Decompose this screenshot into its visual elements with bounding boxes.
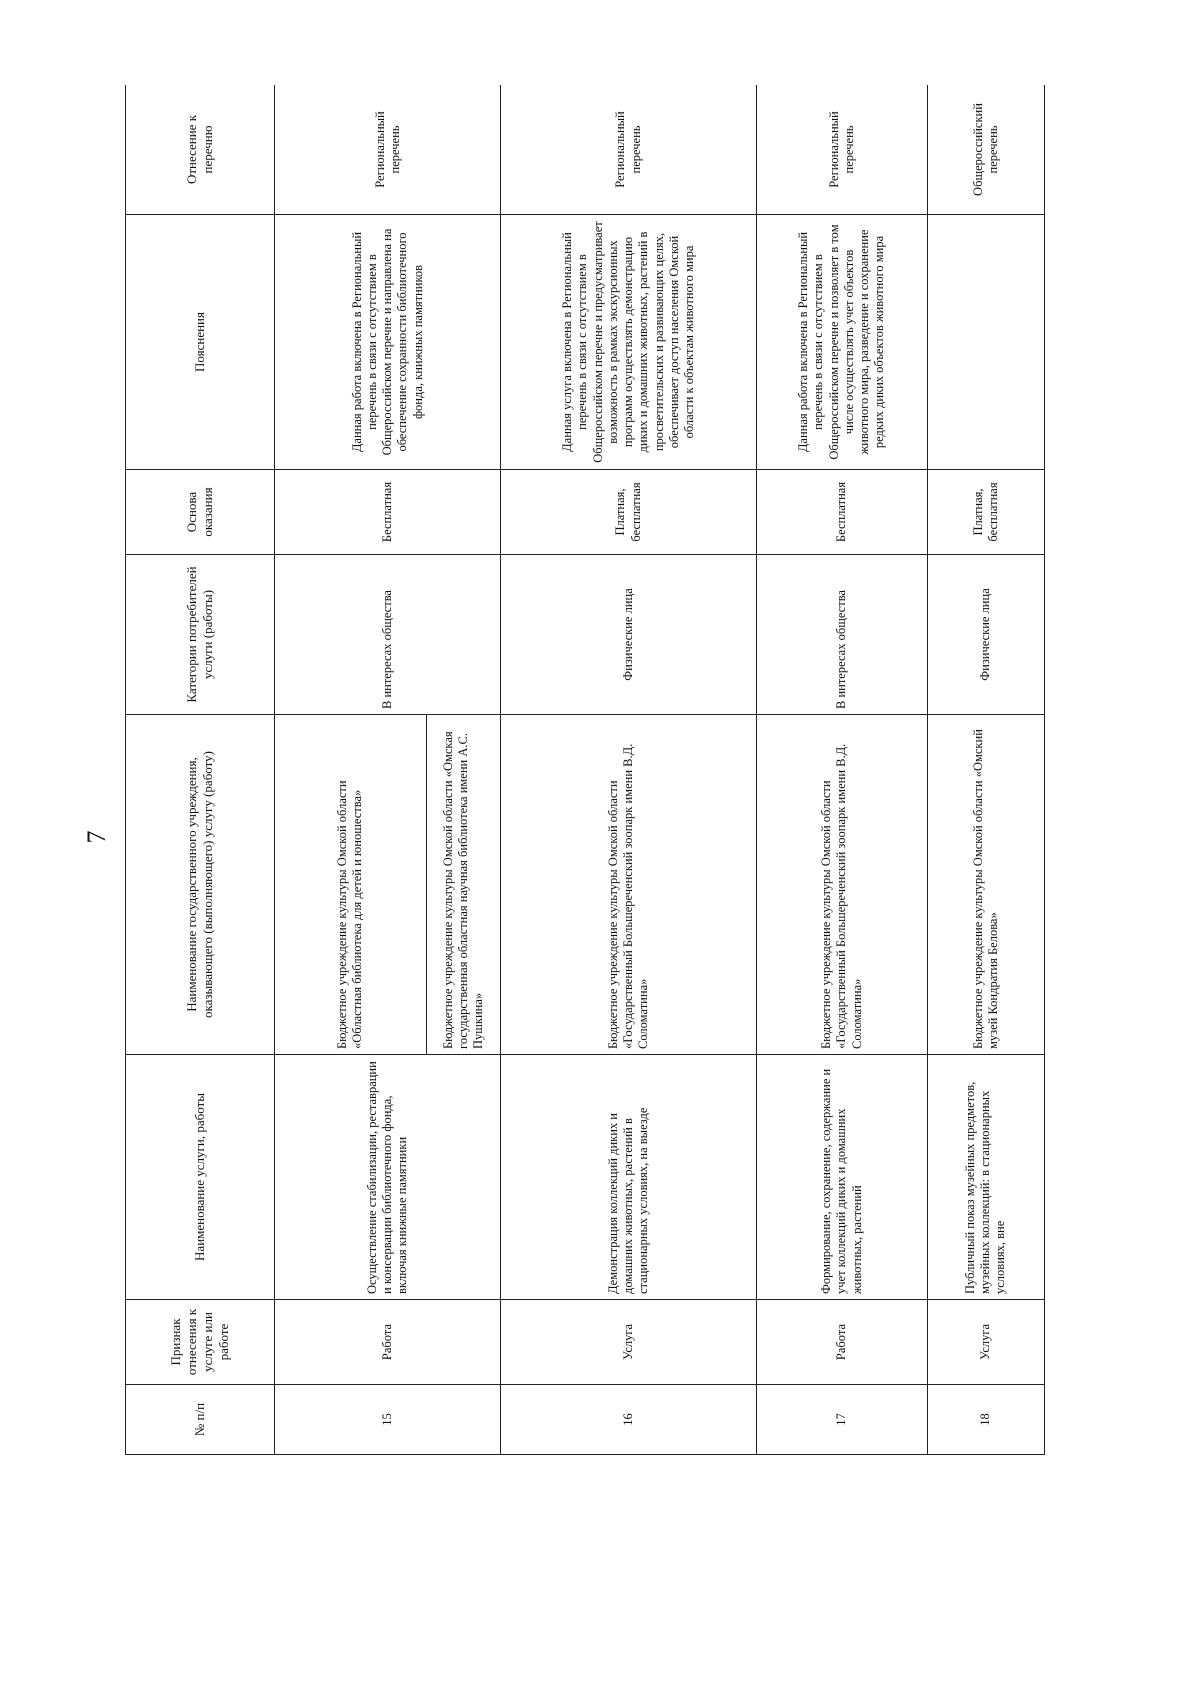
page-number: 7	[82, 830, 111, 844]
row-type: Услуга	[501, 1300, 757, 1385]
row-institution: Бюджетное учреждение культуры Омской области «Омский музей Кондратия Белова»	[927, 715, 1044, 1055]
row-explanation	[927, 215, 1044, 470]
row-list: Общероссийский перечень	[927, 85, 1044, 215]
row-num: 16	[501, 1385, 757, 1455]
row-institution: Бюджетное учреждение культуры Омской области «Омская государственная областная научная библиотека имени А.С. Пушкина»	[426, 715, 501, 1055]
table-wrapper	[125, 85, 1045, 1455]
row-service-name: Формирование, сохранение, содержание и учет коллекций диких и домашних животных, растений	[757, 1055, 928, 1300]
row-basis: Бесплатная	[275, 470, 501, 555]
row-num: 18	[927, 1385, 1044, 1455]
rotated-table-area	[125, 85, 1045, 1455]
services-table	[125, 85, 1045, 1455]
row-institution: Бюджетное учреждение культуры Омской области «Государственный Большереченский зоопарк имени В.Д. Соломатина»	[501, 715, 757, 1055]
row-consumers: В интересах общества	[275, 555, 501, 715]
table-row	[275, 85, 426, 1455]
header-num: № п/п	[126, 1385, 275, 1455]
header-service-name: Наименование услуги, работы	[126, 1055, 275, 1300]
row-service-name: Публичный показ музейных предметов, музейных коллекций: в стационарных условиях, вне	[927, 1055, 1044, 1300]
row-type: Услуга	[927, 1300, 1044, 1385]
row-type: Работа	[275, 1300, 501, 1385]
row-consumers: Физические лица	[501, 555, 757, 715]
row-consumers: В интересах общества	[757, 555, 928, 715]
row-explanation: Данная услуга включена в Региональный перечень в связи с отсутствием в Общероссийском перечне и предусматривает возможность в рамках экскурсионных программ осуществлять демонстрацию диких и домашних животных, растений в просветительских и развивающих целях, обеспечивает доступ населения Омской области к объектам животного мира	[501, 215, 757, 470]
row-list: Региональный перечень	[501, 85, 757, 215]
row-explanation: Данная работа включена в Региональный перечень в связи с отсутствием в Общероссийском перечне и направлена на обеспечение сохранности библиотечного фонда, книжных памятников	[275, 215, 501, 470]
row-basis: Платная, бесплатная	[927, 470, 1044, 555]
table-row	[757, 85, 928, 1455]
header-list: Отнесение к перечню	[126, 85, 275, 215]
row-consumers: Физические лица	[927, 555, 1044, 715]
header-type: Признак отнесения к услуге или работе	[126, 1300, 275, 1385]
row-list: Региональный перечень	[757, 85, 928, 215]
row-institution: Бюджетное учреждение культуры Омской области «Государственный Большереченский зоопарк имени В.Д. Соломатина»	[757, 715, 928, 1055]
row-institution: Бюджетное учреждение культуры Омской области «Областная библиотека для детей и юношества»	[275, 715, 426, 1055]
table-header-row	[126, 85, 275, 1455]
header-institution: Наименование государственного учреждения, оказывающего (выполняющего) услугу (работу)	[126, 715, 275, 1055]
row-num: 15	[275, 1385, 501, 1455]
row-service-name: Демонстрация коллекций диких и домашних животных, растений в стационарных условиях, на выезде	[501, 1055, 757, 1300]
row-explanation: Данная работа включена в Региональный перечень в связи с отсутствием в Общероссийском перечне и позволяет в том числе осуществлять учет объектов животного мира, разведение и сохранение редких диких объектов животного мира	[757, 215, 928, 470]
header-consumers: Категории потребителей услуги (работы)	[126, 555, 275, 715]
row-basis: Бесплатная	[757, 470, 928, 555]
row-type: Работа	[757, 1300, 928, 1385]
row-list: Региональный перечень	[275, 85, 501, 215]
row-service-name: Осуществление стабилизации, реставрации и консервации библиотечного фонда, включая книжные памятники	[275, 1055, 501, 1300]
row-basis: Платная, бесплатная	[501, 470, 757, 555]
table-row	[927, 85, 1044, 1455]
table-row	[501, 85, 757, 1455]
header-basis: Основа оказания	[126, 470, 275, 555]
row-num: 17	[757, 1385, 928, 1455]
header-explanation: Пояснения	[126, 215, 275, 470]
